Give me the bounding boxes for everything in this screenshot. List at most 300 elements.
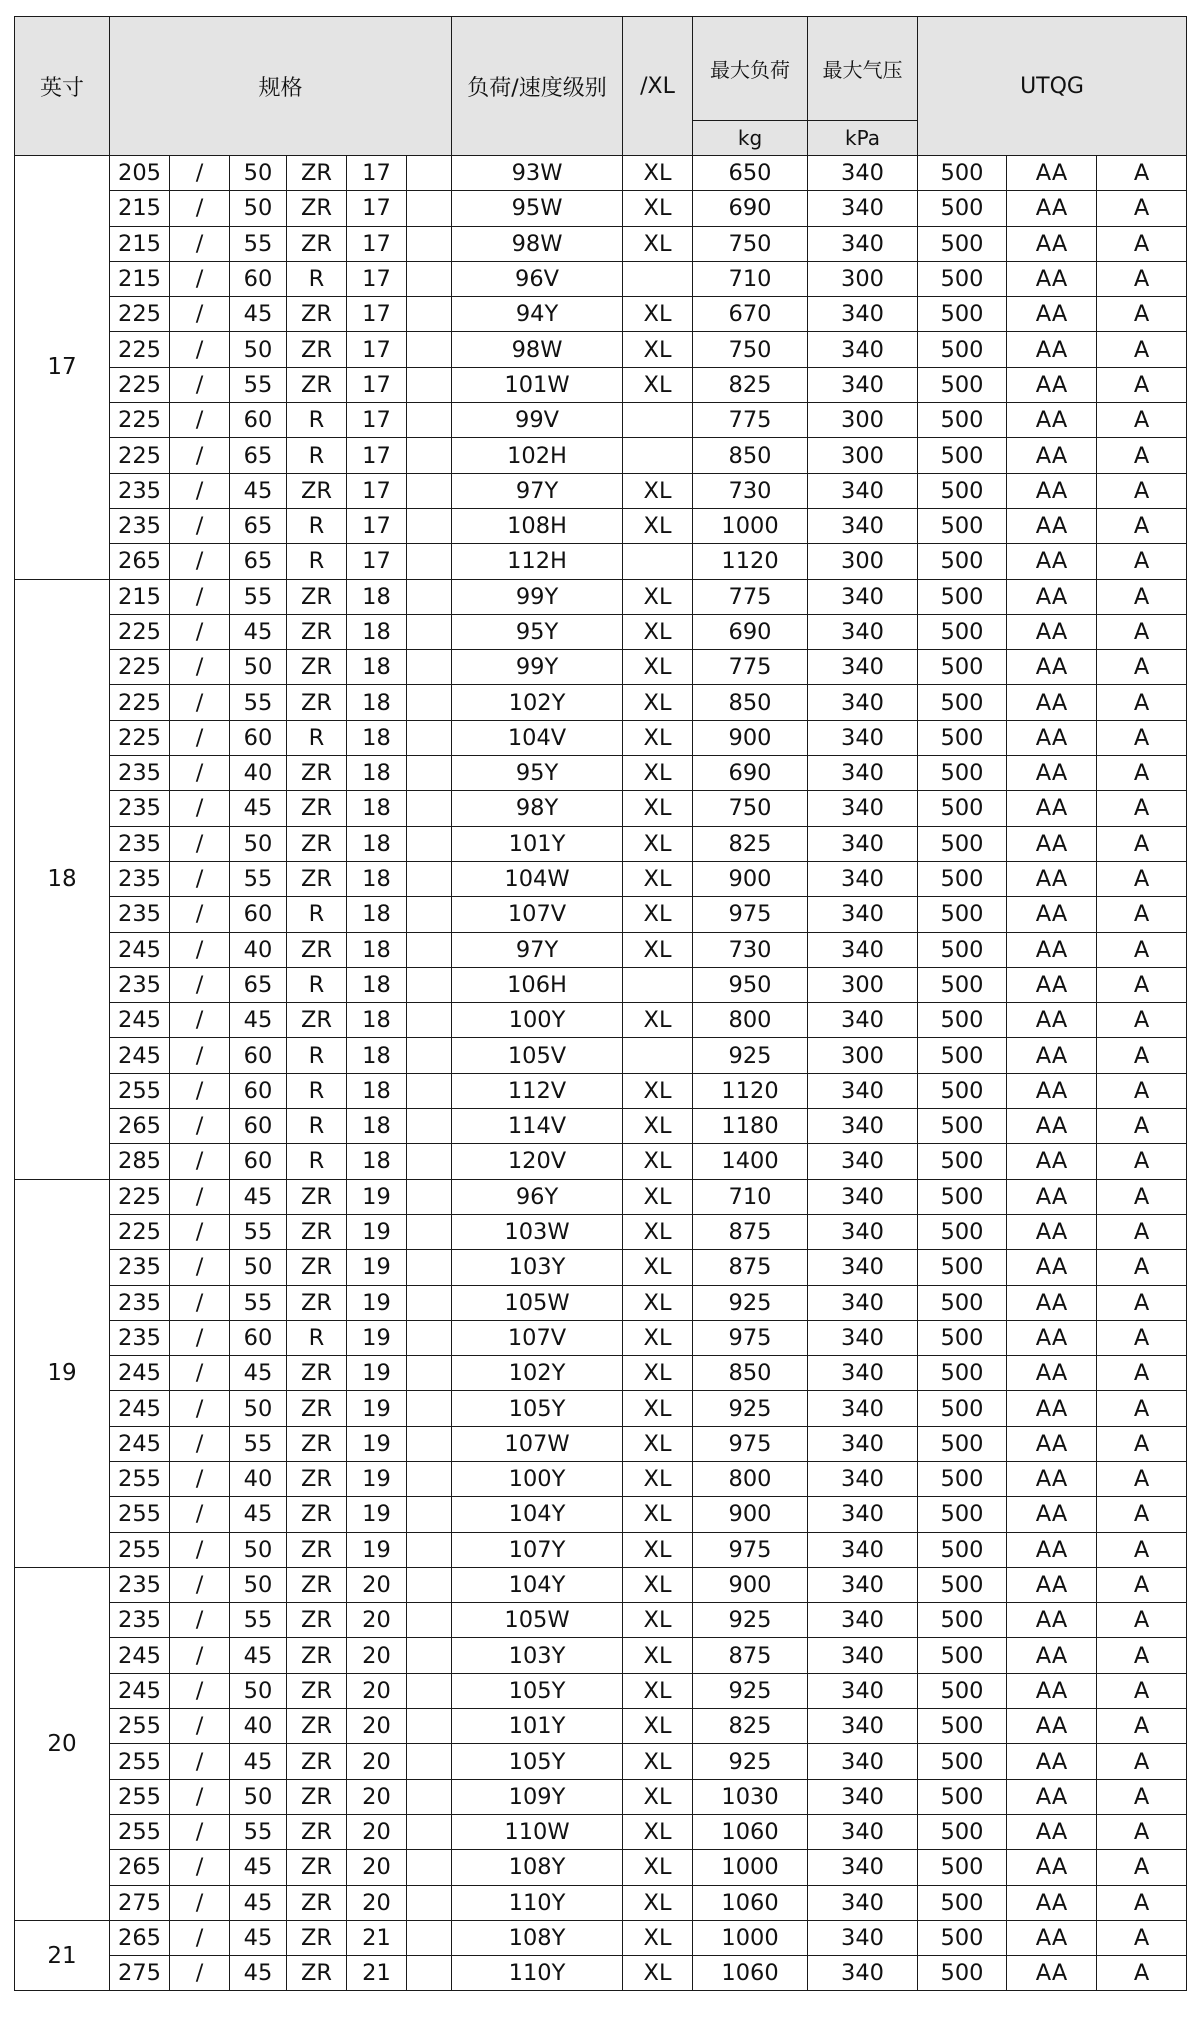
blank-cell	[407, 1073, 452, 1108]
construction-cell: ZR	[287, 1285, 347, 1320]
blank-cell	[407, 1956, 452, 1991]
max-load-cell: 690	[693, 614, 808, 649]
slash-cell: /	[170, 826, 230, 861]
construction-cell: R	[287, 1320, 347, 1355]
traction-cell: AA	[1007, 261, 1097, 296]
treadwear-cell: 500	[918, 756, 1007, 791]
construction-cell: ZR	[287, 1709, 347, 1744]
temperature-cell: A	[1097, 1567, 1187, 1602]
table-row	[15, 1391, 1187, 1426]
max-load-cell: 925	[693, 1744, 808, 1779]
table-row	[15, 1673, 1187, 1708]
treadwear-cell: 500	[918, 1956, 1007, 1991]
max-pressure-cell: 340	[808, 1250, 918, 1285]
width-cell: 225	[110, 367, 170, 402]
width-cell: 235	[110, 508, 170, 543]
blank-cell	[407, 791, 452, 826]
max-load-cell: 690	[693, 756, 808, 791]
traction-cell: AA	[1007, 1603, 1097, 1638]
slash-cell: /	[170, 720, 230, 755]
treadwear-cell: 500	[918, 1003, 1007, 1038]
max-pressure-cell: 340	[808, 720, 918, 755]
temperature-cell: A	[1097, 650, 1187, 685]
construction-cell: R	[287, 261, 347, 296]
slash-cell: /	[170, 967, 230, 1002]
traction-cell: AA	[1007, 1532, 1097, 1567]
xl-cell: XL	[623, 897, 693, 932]
slash-cell: /	[170, 367, 230, 402]
slash-cell: /	[170, 1214, 230, 1249]
temperature-cell: A	[1097, 826, 1187, 861]
table-header	[15, 17, 1187, 156]
traction-cell: AA	[1007, 544, 1097, 579]
slash-cell: /	[170, 191, 230, 226]
slash-cell: /	[170, 1709, 230, 1744]
traction-cell: AA	[1007, 297, 1097, 332]
load-speed-cell: 99Y	[452, 650, 623, 685]
width-cell: 235	[110, 1567, 170, 1602]
header-xl: /XL	[623, 17, 693, 156]
xl-cell	[623, 261, 693, 296]
max-pressure-cell: 340	[808, 156, 918, 191]
blank-cell	[407, 1179, 452, 1214]
max-load-cell: 710	[693, 261, 808, 296]
width-cell: 235	[110, 826, 170, 861]
blank-cell	[407, 1250, 452, 1285]
temperature-cell: A	[1097, 1532, 1187, 1567]
max-pressure-cell: 340	[808, 1497, 918, 1532]
traction-cell: AA	[1007, 1779, 1097, 1814]
width-cell: 225	[110, 720, 170, 755]
treadwear-cell: 500	[918, 367, 1007, 402]
max-load-cell: 1120	[693, 1073, 808, 1108]
xl-cell: XL	[623, 1214, 693, 1249]
max-load-cell: 750	[693, 226, 808, 261]
slash-cell: /	[170, 1638, 230, 1673]
aspect-cell: 50	[230, 1673, 287, 1708]
rim-cell: 18	[347, 756, 407, 791]
xl-cell: XL	[623, 1391, 693, 1426]
rim-cell: 19	[347, 1461, 407, 1496]
table-row	[15, 1356, 1187, 1391]
xl-cell: XL	[623, 826, 693, 861]
construction-cell: R	[287, 508, 347, 543]
blank-cell	[407, 1285, 452, 1320]
load-speed-cell: 105Y	[452, 1673, 623, 1708]
load-speed-cell: 99Y	[452, 579, 623, 614]
load-speed-cell: 94Y	[452, 297, 623, 332]
max-load-cell: 825	[693, 826, 808, 861]
load-speed-cell: 101W	[452, 367, 623, 402]
load-speed-cell: 93W	[452, 156, 623, 191]
temperature-cell: A	[1097, 297, 1187, 332]
blank-cell	[407, 261, 452, 296]
load-speed-cell: 98W	[452, 332, 623, 367]
blank-cell	[407, 1920, 452, 1955]
load-speed-cell: 95W	[452, 191, 623, 226]
construction-cell: ZR	[287, 1214, 347, 1249]
temperature-cell: A	[1097, 1850, 1187, 1885]
xl-cell: XL	[623, 1179, 693, 1214]
width-cell: 255	[110, 1497, 170, 1532]
blank-cell	[407, 1709, 452, 1744]
construction-cell: ZR	[287, 1391, 347, 1426]
treadwear-cell: 500	[918, 1673, 1007, 1708]
aspect-cell: 65	[230, 438, 287, 473]
slash-cell: /	[170, 438, 230, 473]
xl-cell: XL	[623, 1920, 693, 1955]
table-row	[15, 1320, 1187, 1355]
xl-cell: XL	[623, 1850, 693, 1885]
load-speed-cell: 114V	[452, 1109, 623, 1144]
construction-cell: ZR	[287, 1567, 347, 1602]
table-row	[15, 685, 1187, 720]
traction-cell: AA	[1007, 367, 1097, 402]
aspect-cell: 45	[230, 1179, 287, 1214]
traction-cell: AA	[1007, 1426, 1097, 1461]
max-pressure-cell: 340	[808, 685, 918, 720]
max-pressure-cell: 340	[808, 756, 918, 791]
max-pressure-cell: 340	[808, 1567, 918, 1602]
max-load-cell: 775	[693, 650, 808, 685]
traction-cell: AA	[1007, 1320, 1097, 1355]
width-cell: 205	[110, 156, 170, 191]
max-pressure-cell: 300	[808, 544, 918, 579]
treadwear-cell: 500	[918, 650, 1007, 685]
rim-cell: 18	[347, 826, 407, 861]
temperature-cell: A	[1097, 1179, 1187, 1214]
header-spec: 规格	[110, 17, 452, 156]
traction-cell: AA	[1007, 1850, 1097, 1885]
traction-cell: AA	[1007, 1285, 1097, 1320]
xl-cell	[623, 1038, 693, 1073]
traction-cell: AA	[1007, 861, 1097, 896]
traction-cell: AA	[1007, 1214, 1097, 1249]
rim-cell: 18	[347, 1144, 407, 1179]
treadwear-cell: 500	[918, 1744, 1007, 1779]
aspect-cell: 45	[230, 1744, 287, 1779]
slash-cell: /	[170, 1356, 230, 1391]
xl-cell: XL	[623, 614, 693, 649]
aspect-cell: 50	[230, 332, 287, 367]
slash-cell: /	[170, 1320, 230, 1355]
table-row	[15, 1920, 1187, 1955]
blank-cell	[407, 544, 452, 579]
rim-cell: 18	[347, 932, 407, 967]
aspect-cell: 60	[230, 897, 287, 932]
temperature-cell: A	[1097, 861, 1187, 896]
rim-cell: 20	[347, 1638, 407, 1673]
max-load-cell: 925	[693, 1038, 808, 1073]
aspect-cell: 45	[230, 1003, 287, 1038]
temperature-cell: A	[1097, 1109, 1187, 1144]
load-speed-cell: 100Y	[452, 1003, 623, 1038]
rim-cell: 20	[347, 1779, 407, 1814]
table-row	[15, 191, 1187, 226]
slash-cell: /	[170, 297, 230, 332]
load-speed-cell: 101Y	[452, 826, 623, 861]
width-cell: 265	[110, 1850, 170, 1885]
aspect-cell: 45	[230, 473, 287, 508]
load-speed-cell: 102H	[452, 438, 623, 473]
xl-cell: XL	[623, 932, 693, 967]
xl-cell: XL	[623, 1497, 693, 1532]
load-speed-cell: 105V	[452, 1038, 623, 1073]
max-pressure-cell: 340	[808, 1814, 918, 1849]
construction-cell: ZR	[287, 685, 347, 720]
traction-cell: AA	[1007, 1109, 1097, 1144]
construction-cell: R	[287, 544, 347, 579]
rim-cell: 19	[347, 1179, 407, 1214]
traction-cell: AA	[1007, 1179, 1097, 1214]
temperature-cell: A	[1097, 1356, 1187, 1391]
load-speed-cell: 106H	[452, 967, 623, 1002]
traction-cell: AA	[1007, 826, 1097, 861]
slash-cell: /	[170, 1744, 230, 1779]
aspect-cell: 40	[230, 932, 287, 967]
load-speed-cell: 96Y	[452, 1179, 623, 1214]
rim-cell: 17	[347, 438, 407, 473]
aspect-cell: 50	[230, 650, 287, 685]
traction-cell: AA	[1007, 1673, 1097, 1708]
width-cell: 255	[110, 1709, 170, 1744]
max-pressure-cell: 340	[808, 1920, 918, 1955]
xl-cell: XL	[623, 1073, 693, 1108]
max-load-cell: 730	[693, 473, 808, 508]
load-speed-cell: 103Y	[452, 1638, 623, 1673]
xl-cell: XL	[623, 1285, 693, 1320]
treadwear-cell: 500	[918, 1250, 1007, 1285]
temperature-cell: A	[1097, 579, 1187, 614]
slash-cell: /	[170, 1073, 230, 1108]
rim-cell: 19	[347, 1426, 407, 1461]
table-row	[15, 1073, 1187, 1108]
aspect-cell: 40	[230, 1461, 287, 1496]
load-speed-cell: 104W	[452, 861, 623, 896]
load-speed-cell: 107W	[452, 1426, 623, 1461]
max-pressure-cell: 340	[808, 897, 918, 932]
table-row	[15, 614, 1187, 649]
temperature-cell: A	[1097, 1250, 1187, 1285]
blank-cell	[407, 332, 452, 367]
traction-cell: AA	[1007, 1885, 1097, 1920]
max-load-cell: 875	[693, 1250, 808, 1285]
max-load-cell: 900	[693, 1497, 808, 1532]
construction-cell: ZR	[287, 1603, 347, 1638]
table-row	[15, 1779, 1187, 1814]
max-load-cell: 850	[693, 685, 808, 720]
max-pressure-cell: 340	[808, 932, 918, 967]
max-pressure-cell: 340	[808, 1003, 918, 1038]
aspect-cell: 45	[230, 297, 287, 332]
traction-cell: AA	[1007, 756, 1097, 791]
construction-cell: ZR	[287, 367, 347, 402]
max-load-cell: 1000	[693, 1850, 808, 1885]
xl-cell: XL	[623, 1885, 693, 1920]
table-row	[15, 226, 1187, 261]
width-cell: 225	[110, 614, 170, 649]
load-speed-cell: 100Y	[452, 1461, 623, 1496]
load-speed-cell: 104V	[452, 720, 623, 755]
load-speed-cell: 97Y	[452, 932, 623, 967]
max-pressure-cell: 340	[808, 1850, 918, 1885]
blank-cell	[407, 297, 452, 332]
aspect-cell: 60	[230, 720, 287, 755]
width-cell: 225	[110, 297, 170, 332]
construction-cell: ZR	[287, 1956, 347, 1991]
max-load-cell: 825	[693, 367, 808, 402]
treadwear-cell: 500	[918, 685, 1007, 720]
traction-cell: AA	[1007, 932, 1097, 967]
max-load-cell: 1060	[693, 1885, 808, 1920]
max-load-cell: 670	[693, 297, 808, 332]
temperature-cell: A	[1097, 156, 1187, 191]
temperature-cell: A	[1097, 438, 1187, 473]
slash-cell: /	[170, 1779, 230, 1814]
construction-cell: R	[287, 720, 347, 755]
aspect-cell: 40	[230, 756, 287, 791]
max-pressure-cell: 340	[808, 1109, 918, 1144]
construction-cell: ZR	[287, 1850, 347, 1885]
load-speed-cell: 99V	[452, 403, 623, 438]
rim-cell: 18	[347, 1003, 407, 1038]
temperature-cell: A	[1097, 367, 1187, 402]
header-pressure-unit: kPa	[808, 121, 918, 156]
width-cell: 225	[110, 1214, 170, 1249]
blank-cell	[407, 1391, 452, 1426]
rim-cell: 19	[347, 1285, 407, 1320]
traction-cell: AA	[1007, 1956, 1097, 1991]
construction-cell: ZR	[287, 1250, 347, 1285]
traction-cell: AA	[1007, 897, 1097, 932]
rim-cell: 18	[347, 967, 407, 1002]
table-row	[15, 1109, 1187, 1144]
load-speed-cell: 101Y	[452, 1709, 623, 1744]
xl-cell: XL	[623, 1003, 693, 1038]
construction-cell: R	[287, 438, 347, 473]
load-speed-cell: 110W	[452, 1814, 623, 1849]
table-row	[15, 367, 1187, 402]
xl-cell: XL	[623, 1532, 693, 1567]
slash-cell: /	[170, 1250, 230, 1285]
aspect-cell: 50	[230, 1250, 287, 1285]
treadwear-cell: 500	[918, 1709, 1007, 1744]
temperature-cell: A	[1097, 1814, 1187, 1849]
max-load-cell: 710	[693, 1179, 808, 1214]
temperature-cell: A	[1097, 261, 1187, 296]
aspect-cell: 60	[230, 403, 287, 438]
table-row	[15, 1709, 1187, 1744]
construction-cell: R	[287, 1109, 347, 1144]
rim-cell: 20	[347, 1850, 407, 1885]
traction-cell: AA	[1007, 685, 1097, 720]
table-row	[15, 1956, 1187, 1991]
max-load-cell: 900	[693, 861, 808, 896]
treadwear-cell: 500	[918, 1461, 1007, 1496]
header-load-speed: 负荷/速度级别	[452, 17, 623, 156]
slash-cell: /	[170, 473, 230, 508]
aspect-cell: 55	[230, 1285, 287, 1320]
max-pressure-cell: 340	[808, 473, 918, 508]
max-pressure-cell: 340	[808, 332, 918, 367]
rim-cell: 20	[347, 1885, 407, 1920]
treadwear-cell: 500	[918, 1179, 1007, 1214]
construction-cell: ZR	[287, 1461, 347, 1496]
aspect-cell: 45	[230, 614, 287, 649]
traction-cell: AA	[1007, 1073, 1097, 1108]
load-speed-cell: 105Y	[452, 1744, 623, 1779]
table-row	[15, 720, 1187, 755]
aspect-cell: 65	[230, 967, 287, 1002]
blank-cell	[407, 932, 452, 967]
load-speed-cell: 112V	[452, 1073, 623, 1108]
treadwear-cell: 500	[918, 897, 1007, 932]
load-speed-cell: 108Y	[452, 1850, 623, 1885]
xl-cell: XL	[623, 1426, 693, 1461]
traction-cell: AA	[1007, 1497, 1097, 1532]
width-cell: 245	[110, 1356, 170, 1391]
aspect-cell: 55	[230, 1814, 287, 1849]
table-row	[15, 156, 1187, 191]
table-row	[15, 544, 1187, 579]
rim-cell: 20	[347, 1709, 407, 1744]
max-load-cell: 1120	[693, 544, 808, 579]
width-cell: 225	[110, 438, 170, 473]
load-speed-cell: 108H	[452, 508, 623, 543]
width-cell: 255	[110, 1779, 170, 1814]
width-cell: 255	[110, 1532, 170, 1567]
width-cell: 215	[110, 226, 170, 261]
slash-cell: /	[170, 685, 230, 720]
traction-cell: AA	[1007, 191, 1097, 226]
temperature-cell: A	[1097, 1144, 1187, 1179]
treadwear-cell: 500	[918, 1144, 1007, 1179]
construction-cell: ZR	[287, 756, 347, 791]
temperature-cell: A	[1097, 1391, 1187, 1426]
slash-cell: /	[170, 226, 230, 261]
max-load-cell: 975	[693, 1532, 808, 1567]
blank-cell	[407, 1567, 452, 1602]
load-speed-cell: 98Y	[452, 791, 623, 826]
width-cell: 225	[110, 332, 170, 367]
temperature-cell: A	[1097, 1426, 1187, 1461]
traction-cell: AA	[1007, 1038, 1097, 1073]
xl-cell: XL	[623, 791, 693, 826]
traction-cell: AA	[1007, 403, 1097, 438]
blank-cell	[407, 508, 452, 543]
load-speed-cell: 102Y	[452, 1356, 623, 1391]
treadwear-cell: 500	[918, 826, 1007, 861]
temperature-cell: A	[1097, 403, 1187, 438]
width-cell: 265	[110, 1920, 170, 1955]
aspect-cell: 45	[230, 1850, 287, 1885]
aspect-cell: 60	[230, 1109, 287, 1144]
temperature-cell: A	[1097, 614, 1187, 649]
load-speed-cell: 104Y	[452, 1567, 623, 1602]
max-pressure-cell: 340	[808, 579, 918, 614]
width-cell: 235	[110, 1603, 170, 1638]
table-row	[15, 967, 1187, 1002]
traction-cell: AA	[1007, 1638, 1097, 1673]
temperature-cell: A	[1097, 1673, 1187, 1708]
treadwear-cell: 500	[918, 1426, 1007, 1461]
xl-cell: XL	[623, 1461, 693, 1496]
table-row	[15, 438, 1187, 473]
blank-cell	[407, 438, 452, 473]
table-row	[15, 1885, 1187, 1920]
xl-cell: XL	[623, 685, 693, 720]
aspect-cell: 45	[230, 791, 287, 826]
